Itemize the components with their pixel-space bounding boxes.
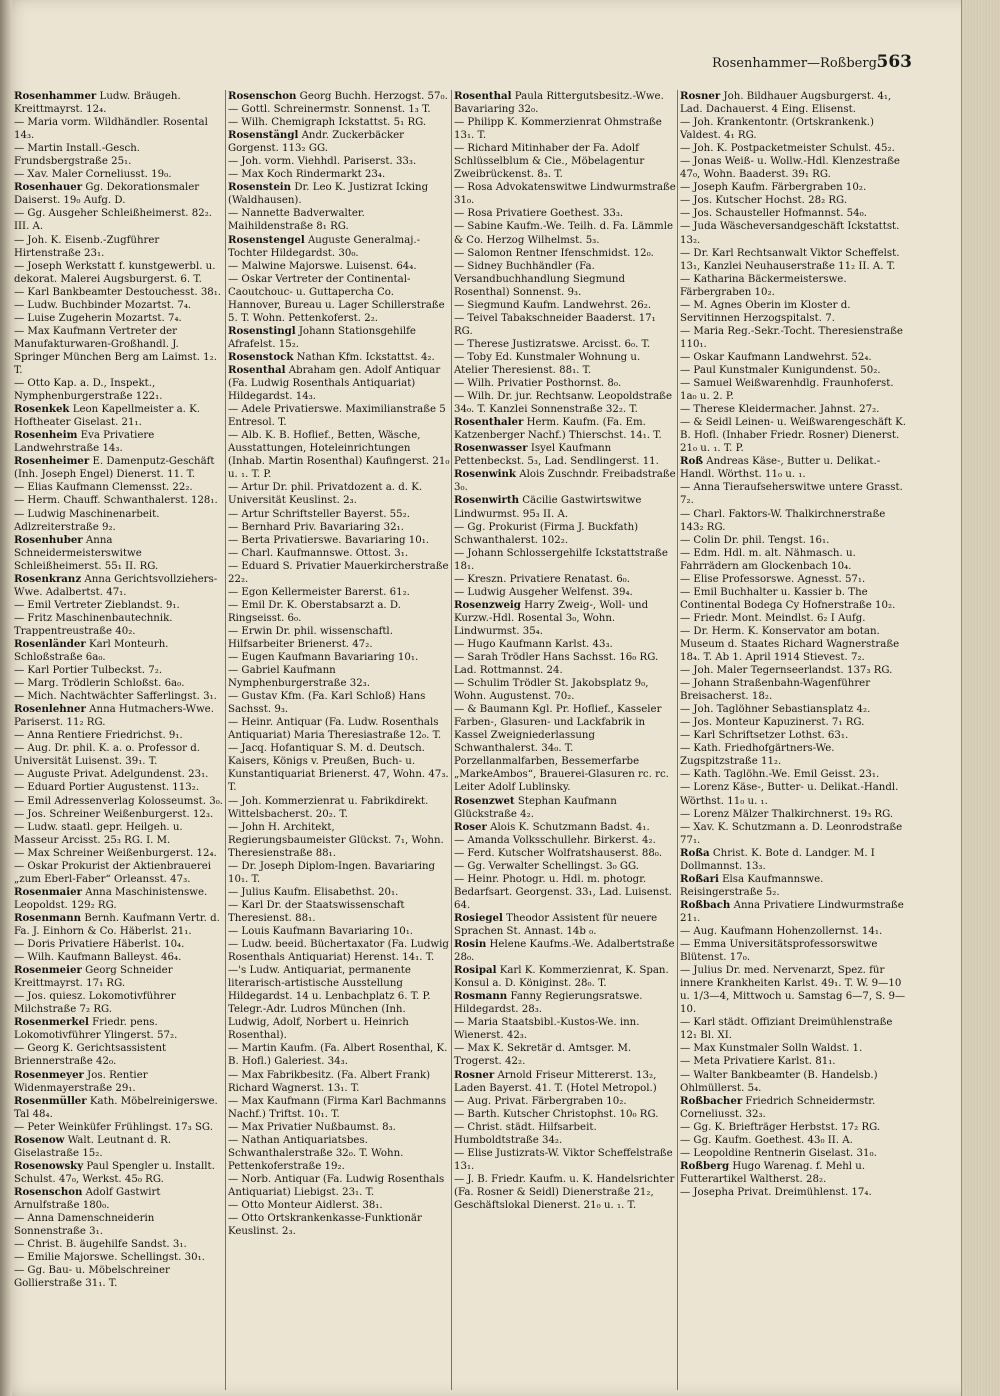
directory-entry: Roßbach Anna Privatiere Lindwurmstraße 21₁. [680, 898, 904, 924]
directory-entry: — Siegmund Kaufm. Landwehrst. 26₂. [454, 299, 652, 311]
directory-entry: — Mich. Nachtwächter Safferlingst. 3₁. [14, 691, 217, 703]
directory-entry: — Emma Universitätsprofessorswitwe Blütenst. 17₀. [680, 939, 878, 964]
directory-entry: — Kath. Friedhofgärtners-We. Zugspitzstraße 11₂. [680, 743, 835, 768]
directory-entry: Rosenlehner Anna Hutmachers-Wwe. Pariserst. 11₂ RG. [14, 703, 214, 729]
directory-entry: Rosenthal Abraham gen. Adolf Antiquar (Fa. Ludwig Rosenthals Antiquariat) Hildegardst. 14₃. [228, 363, 441, 403]
directory-entry: — Amanda Volksschullehr. Birkerst. 4₂. [454, 834, 656, 846]
directory-entry: — Christ. städt. Hilfsarbeit. Humboldtstraße 34₂. [454, 1121, 597, 1146]
directory-entry: — Erwin Dr. phil. wissenschaftl. Hilfsarbeiter Brienerst. 47₂. [228, 625, 393, 650]
directory-entry: — Martin Install.-Gesch. Frundsbergstraße 25₁. [14, 143, 141, 168]
directory-entry: — Sabine Kaufm.-We. Teilh. d. Fa. Lämmle & Co. Herzog Wilhelmst. 5₃. [454, 221, 673, 246]
directory-entry: — Schulim Trödler St. Jakobsplatz 9₀, Wohn. Augustenst. 70₂. [454, 678, 649, 703]
directory-entry: Roßberg Hugo Warenag. f. Mehl u. Futterartikel Waltherst. 28₂. [680, 1159, 866, 1185]
directory-entry: — Therese Kleidermacher. Jahnst. 27₂. [680, 404, 880, 416]
directory-entry: — Max Privatier Nußbaumst. 8₃. [228, 1121, 396, 1133]
directory-entry: — Marg. Trödlerin Schloßst. 6a₀. [14, 678, 185, 690]
directory-entry: — Karl Schriftsetzer Lothst. 63₁. [680, 730, 849, 742]
directory-entry: — Josepha Privat. Dreimühlenst. 17₄. [680, 1186, 872, 1198]
column-3 [454, 90, 676, 1390]
directory-entry: — Eduard S. Privatier Mauerkircherstraße 22₂. [228, 560, 449, 585]
directory-entry: — Richard Mitinhaber der Fa. Adolf Schlüsselblum & Cie., Möbelagentur Zweibrückenst. 8₃. T. [454, 143, 645, 181]
directory-entry: — Rosa Privatiere Goethest. 33₃. [454, 208, 624, 220]
directory-entry: — Colin Dr. phil. Tengst. 16₁. [680, 534, 830, 546]
directory-entry: Rosner Joh. Bildhauer Augsburgerst. 4₁, Lad. Dachauerst. 4 Eing. Elisenst. [680, 90, 892, 116]
directory-entry: Rosner Arnold Friseur Mittererst. 13₂, Laden Bayerst. 41. T. (Hotel Metropol.) [454, 1068, 657, 1094]
directory-entry: — Sidney Buchhändler (Fa. Versandbuchhandlung Siegmund Rosenthal) Sonnenst. 9₃. [454, 260, 626, 298]
directory-entry: — Jos. Kutscher Hochst. 28₂ RG. [680, 195, 848, 207]
directory-entry: — Fritz Maschinenbautechnik. Trappentreustraße 40₂. [14, 612, 173, 637]
directory-entry: — Max Kunstmaler Solln Waldst. 1. [680, 1043, 863, 1055]
running-head: Rosenhammer—Roßberg. [712, 56, 882, 71]
directory-entry: Rosiegel Theodor Assistent für neuere Sprachen St. Annast. 14b ₀. [454, 911, 658, 937]
directory-entry: — Heinr. Antiquar (Fa. Ludw. Rosenthals Antiquariat) Maria Theresiastraße 12₀. T. [228, 717, 442, 742]
directory-entry: — Karl Portier Tulbeckst. 7₂. [14, 665, 163, 677]
directory-entry: — Otto Kap. a. D., Inspekt., Nymphenburgerstraße 122₁. [14, 378, 163, 403]
directory-entry: — Anna Damenschneiderin Sonnenstraße 3₁. [14, 1213, 155, 1238]
directory-entry: Rosenhauer Gg. Dekorationsmaler Daiserst. 19₀ Aufg. D. [14, 181, 200, 207]
directory-entry: — Max Fabrikbesitz. (Fa. Albert Frank) Richard Wagnerst. 13₁. T. [228, 1069, 431, 1094]
directory-entry: Rosenschon Georg Buchh. Herzogst. 57₀. [228, 90, 448, 102]
directory-entry: — Jos. Schausteller Hofmannst. 54₀. [680, 208, 867, 220]
directory-entry: — Elias Kaufmann Clemensst. 22₂. [14, 482, 193, 494]
directory-entry: — Charl. Kaufmannswe. Ottost. 3₁. [228, 547, 409, 559]
directory-entry: — Katharina Bäckermeisterswe. Färbergraben 10₂. [680, 273, 847, 298]
directory-entry: — Anna Rentiere Friedrichst. 9₁. [14, 730, 183, 742]
directory-entry: — Jos. Monteur Kapuzinerst. 7₁ RG. [680, 717, 865, 729]
directory-entry: — Maria Reg.-Sekr.-Tocht. Theresienstraße 110₁. [680, 325, 903, 350]
directory-entry: — Joseph Kaufm. Färbergraben 10₂. [680, 182, 867, 194]
directory-entry: — Otto Ortskrankenkasse-Funktionär Keuslinst. 2₃. [228, 1213, 422, 1238]
directory-entry: — Luise Zugeherin Mozartst. 7₄. [14, 312, 182, 324]
directory-entry: — Joh. K. Eisenb.-Zugführer Hirtenstraße 23₁. [14, 234, 160, 259]
directory-entry: — Kreszn. Privatiere Renatast. 6₀. [454, 573, 631, 585]
directory-entry: — Nathan Antiquariatsbes. Schwanthalerstraße 32₀. T. Wohn. Pettenkoferstraße 19₂. [228, 1134, 404, 1172]
directory-entry: — Lorenz Käse-, Butter- u. Delikat.-Handl. Wörthst. 11₀ u. ₁. [680, 782, 899, 807]
directory-entry: — Martin Kaufm. (Fa. Albert Rosenthal, K. B. Hofl.) Galeriest. 34₃. [228, 1043, 448, 1068]
directory-entry: Rosenkek Leon Kapellmeister a. K. Hoftheater Giselast. 21₁. [14, 403, 201, 429]
directory-entry: — Maria vorm. Wildhändler. Rosental 14₃. [14, 117, 208, 142]
directory-entry: — Xav. Maler Corneliusst. 19₀. [14, 169, 172, 181]
directory-entry: — Artur Dr. phil. Privatdozent a. d. K. Universität Keuslinst. 2₃. [228, 482, 423, 507]
directory-entry: — Sarah Trödler Hans Sachsst. 16₀ RG. Lad. Rottmannst. 24. [454, 652, 659, 677]
directory-entry: — Otto Monteur Aidlerst. 38₁. [228, 1199, 383, 1211]
directory-entry: — Joh. Krankentontr. (Ortskrankenk.) Valdest. 4₁ RG. [680, 117, 875, 142]
directory-entry: — Gg. Bau- u. Möbelschreiner Gollierstraße 31₁. T. [14, 1265, 170, 1290]
directory-entry: — Meta Privatiere Karlst. 81₁. [680, 1056, 836, 1068]
directory-entry: — Walter Bankbeamter (B. Handelsb.) Ohlmüllerst. 5₄. [680, 1069, 878, 1094]
page-header [712, 52, 912, 78]
directory-entry: — Barth. Kutscher Christophst. 10₀ RG. [454, 1108, 659, 1120]
directory-entry: Rosenländer Karl Monteurh. Schloßstraße 6a₀. [14, 637, 169, 664]
directory-entry: Roß Andreas Käse-, Butter u. Delikat.-Handl. Wörthst. 11₀ u. ₁. [680, 455, 881, 481]
directory-entry: — Egon Kellermeister Barerst. 61₂. [228, 586, 410, 598]
directory-entry: — J. B. Friedr. Kaufm. u. K. Handelsrichter (Fa. Rosner & Seidl) Dienerstraße 21₂, Geschäftslokal Dienerst. 21₀ u. ₁. T. [454, 1173, 675, 1211]
directory-entry: Rosenzweig Harry Zweig-, Woll- und Kurzw.-Hdl. Rosental 3₀, Wohn. Lindwurmst. 35₄. [454, 598, 649, 637]
directory-entry: — Joh. vorm. Viehhdl. Pariserst. 33₃. [228, 156, 417, 168]
directory-entry: — Louis Kaufmann Bavariaring 10₁. [228, 926, 414, 937]
directory-entry: — Karl Bankbeamter Destouchesst. 38₁. [14, 286, 222, 298]
directory-entry: — Doris Privatiere Häberlst. 10₄. [14, 939, 185, 951]
directory-entry: — Artur Schriftsteller Bayerst. 55₂. [228, 508, 410, 520]
binding-gutter [0, 0, 12, 1396]
directory-entry: — Ludwig Ausgeher Welfenst. 39₄. [454, 586, 633, 598]
directory-entry: — Rosa Advokatenswitwe Lindwurmstraße 31₀. [454, 182, 676, 207]
directory-entry: — Herm. Chauff. Schwanthalerst. 128₁. [14, 495, 218, 507]
directory-entry: — Julius Dr. med. Nervenarzt, Spez. für innere Krankheiten Karlst. 49₁. T. W. 9—10 u. 1/3—4, Mittwoch u. Samstag 6—7, S. 9—10. [680, 965, 906, 1016]
directory-entry: — Gg. Ausgeher Schleißheimerst. 82₂. III. A. [14, 208, 213, 233]
directory-entry: Rosenowsky Paul Spengler u. Installt. Schulst. 47₀, Werkst. 45₀ RG. [14, 1159, 215, 1185]
directory-entry: — Jos. quiesz. Lokomotivführer Milchstraße 7₂ RG. [14, 991, 176, 1016]
column-4 [680, 90, 906, 1390]
directory-entry: — Johann Straßenbahn-Wagenführer Breisacherst. 18₂. [680, 678, 871, 703]
directory-entry: — Norb. Antiquar (Fa. Ludwig Rosenthals Antiquariat) Liebigst. 23₁. T. [228, 1173, 445, 1198]
page-number: 563 [876, 52, 912, 72]
directory-entry: — Dr. Karl Rechtsanwalt Viktor Scheffelst. 13₁, Kanzlei Neuhauserstraße 11₂ II. A. T. [680, 247, 900, 272]
directory-entry: Rosenzwet Stephan Kaufmann Glückstraße 4₂. [454, 794, 617, 820]
column-2 [228, 90, 450, 1390]
directory-entry: — Bernhard Priv. Bavariaring 32₁. [228, 521, 404, 533]
directory-entry: — M. Agnes Oberin im Kloster d. Servitinnen Herzogspitalst. 7. [680, 299, 851, 324]
directory-entry: Rosenstein Dr. Leo K. Justizrat Icking (Waldhausen). [228, 181, 429, 207]
directory-entry: Rosipal Karl K. Kommerzienrat, K. Span. Konsul a. D. Königinst. 28₀. T. [454, 964, 669, 990]
directory-entry: — Aug. Kaufmann Hohenzollernst. 14₁. [680, 926, 883, 937]
directory-entry: Rosenmerkel Friedr. pens. Lokomotivführer Ylingerst. 57₂. [14, 1016, 178, 1042]
directory-entry: — Max K. Sekretär d. Amtsger. M. Trogerst. 42₂. [454, 1043, 632, 1068]
directory-entry: — Edm. Hdl. m. alt. Nähmasch. u. Fahrrädern am Glockenbach 10₄. [680, 547, 856, 572]
directory-entry: — Oskar Prokurist der Aktienbrauerei „zum Eberl-Faber“ Orleansst. 47₃. [14, 860, 211, 885]
column-divider [225, 90, 226, 1390]
directory-entry: — Eugen Kaufmann Bavariaring 10₁. [228, 652, 419, 664]
directory-entry: — Joh. Maler Tegernseerlandst. 137₃ RG. [680, 665, 893, 677]
directory-entry: Roser Alois K. Schutzmann Badst. 4₁. [454, 820, 650, 833]
column-divider [677, 90, 678, 1390]
page-stack-edge [961, 0, 1000, 1396]
directory-entry: — Gottl. Schreinermstr. Sonnenst. 1₃ T. [228, 104, 431, 116]
directory-entry: — Max Koch Rindermarkt 23₄. [228, 169, 386, 181]
directory-entry: — Joh. Kommerzienrat u. Fabrikdirekt. Wittelsbacherst. 20₂. T. [228, 795, 429, 820]
directory-entry: Rosenwink Alois Zuschndr. Freibadstraße 3₀. [454, 468, 676, 494]
directory-entry: — Paul Kunstmaler Kunigundenst. 50₂. [680, 364, 881, 376]
directory-entry: — Eduard Portier Augustenst. 113₂. [14, 782, 200, 794]
directory-entry: — Alb. K. B. Hoflief., Betten, Wäsche, Ausstattungen, Hoteleinrichtungen (Inhab. Martin Rosenthal) Kaufingerst. 21₀ u. ₁. T. P. [228, 430, 450, 481]
directory-entry: — Wilh. Chemigraph Ickstattst. 5₁ RG. [228, 117, 427, 129]
directory-entry: — Johann Schlossergehilfe Ickstattstraße 18₁. [454, 547, 668, 572]
directory-entry: Rosenmüller Kath. Möbelreinigerswe. Tal 48₄. [14, 1094, 218, 1120]
directory-entry: Rosenhammer Ludw. Bräugeh. Kreittmayrst. 12₄. [14, 90, 181, 116]
directory-entry: — Emil Vertreter Zieblandst. 9₁. [14, 599, 180, 611]
directory-entry: Rosenow Walt. Leutnant d. R. Giselastraße 15₂. [14, 1133, 172, 1159]
directory-entry: — Emilie Majorswe. Schellingst. 30₁. [14, 1252, 205, 1264]
directory-entry: Rosenhuber Anna Schneidermeisterswitwe Schleißheimerst. 55₁ II. RG. [14, 533, 159, 572]
directory-entry: Rosenthaler Herm. Kaufm. (Fa. Em. Katzenberger Nachf.) Thierschst. 14₁. T. [454, 416, 662, 442]
directory-entry: — Max Schreiner Weißenburgerst. 12₄. [14, 847, 217, 859]
directory-entry: Rosenstengel Auguste Generalmaj.-Tochter Hildegardst. 30₀. [228, 233, 421, 259]
directory-entry: — Peter Weinküfer Frühlingst. 17₃ SG. [14, 1121, 213, 1133]
directory-entry: — Oskar Vertreter der Continental-Caoutchouc- u. Guttapercha Co. Hannover, Bureau u. Lager Schillerstraße 5. T. Wohn. Pettenkoferst. 2₂. [228, 273, 445, 324]
directory-entry: Rosenmaier Anna Maschinistenswe. Leopoldst. 129₂ RG. [14, 885, 208, 911]
directory-entry: — Max Kaufmann Vertreter der Manufakturwaren-Großhandl. J. Springer München Berg am Laimst. 1₂. T. [14, 325, 217, 376]
directory-entry: — Gabriel Kaufmann Nymphenburgerstraße 32₃. [228, 665, 370, 690]
directory-entry: — Xav. K. Schutzmann a. D. Leonrodstraße 77₁. [680, 821, 903, 846]
directory-entry: — Malwine Majorswe. Luisenst. 64₄. [228, 260, 417, 272]
directory-entry: — Gg. K. Briefträger Herbstst. 17₂ RG. [680, 1121, 881, 1133]
directory-entry: Rosenstängl Andr. Zuckerbäcker Gorgenst. 113₂ GG. [228, 129, 405, 155]
directory-entry: Rosenstingl Johann Stationsgehilfe Afrafelst. 15₂. [228, 324, 416, 350]
directory-entry: — Philipp K. Kommerzienrat Ohmstraße 13₁. T. [454, 117, 662, 142]
directory-entry: — Berta Privatierswe. Bavariaring 10₁. [228, 534, 430, 546]
directory-entry: — Emil Dr. K. Oberstabsarzt a. D. Ringseisst. 6₀. [228, 599, 401, 624]
directory-entry: — Joseph Werkstatt f. kunstgewerbl. u. dekorat. Malerei Augsburgerst. 6. T. [14, 260, 216, 285]
directory-entry: Rosenkranz Anna Gerichtsvollziehers-Wwe. Adalbertst. 47₁. [14, 572, 218, 598]
directory-entry: — Auguste Privat. Adelgundenst. 23₁. [14, 769, 209, 781]
directory-entry: — Ludw. Buchbinder Mozartst. 7₄. [14, 299, 192, 311]
directory-entry: — Friedr. Mont. Meindlst. 6₂ I Aufg. [680, 612, 866, 624]
directory-entry: — Ludw. staatl. gepr. Heilgeh. u. Masseur Arcisst. 25₃ RG. I. M. [14, 821, 183, 846]
directory-entry: — Joh. Taglöhner Sebastiansplatz 4₂. [680, 704, 871, 716]
directory-entry: — & Baumann Kgl. Pr. Hoflief., Kasseler Farben-, Glasuren- und Lackfabrik in Kassel Zweigniederlassung Schwanthalerst. 34₀. T. Porzellanmalfarben, Bessemerfarbe „MarkeAmbos“, Brauerei-Glasuren rc. rc. Leiter Adolf Lublinsky. [454, 704, 669, 794]
directory-entry: —'s Ludw. Antiquariat, permanente literarisch-artistische Ausstellung Hildegardst. 14 u. Lenbachplatz 6. T. P. Telegr.-Adr. Ludros München (Inh. Ludwig, Adolf, Norbert u. Heinrich Rosenthal). [228, 965, 431, 1042]
directory-entry: — Samuel Weißwarenhdlg. Fraunhoferst. 1a₀ u. 2. P. [680, 378, 894, 403]
directory-entry: — Anna Tieraufseherswitwe untere Grasst. 7₂. [680, 482, 903, 507]
directory-entry: — Juda Wäscheversandgeschäft Ickstattst. 13₂. [680, 221, 900, 246]
directory-entry: Rosenmeyer Jos. Rentier Widenmayerstraße 29₁. [14, 1068, 148, 1094]
directory-entry: Roßa Christ. K. Bote d. Landger. M. I Dollmannst. 13₃. [680, 846, 875, 872]
directory-entry: Rosenstock Nathan Kfm. Ickstattst. 4₂. [228, 350, 435, 363]
directory-entry: Rosenschon Adolf Gastwirt Arnulfstraße 180₀. [14, 1185, 161, 1211]
directory-entry: — Gg. Prokurist (Firma J. Buckfath) Schwanthalerst. 102₂. [454, 521, 639, 546]
directory-entry: — Jonas Weiß- u. Wollw.-Hdl. Klenzestraße 47₀, Wohn. Baaderst. 39₁ RG. [680, 156, 900, 181]
directory-entry: — Joh. K. Postpacketmeister Schulst. 45₂. [680, 143, 895, 155]
directory-entry: Rosenwirth Cäcilie Gastwirtswitwe Lindwurmst. 95₃ II. A. [454, 494, 642, 520]
directory-entry: Roßari Elsa Kaufmannswe. Reisingerstraße 5₂. [680, 872, 824, 898]
directory-entry: — Gustav Kfm. (Fa. Karl Schloß) Hans Sachsst. 9₃. [228, 691, 426, 716]
directory-entry: Roßbacher Friedrich Schneidermstr. Corneliusst. 32₃. [680, 1094, 876, 1120]
directory-entry: — Gg. Kaufm. Goethest. 43₀ II. A. [680, 1134, 853, 1146]
directory-entry: — Therese Justizratswe. Arcisst. 6₀. T. [454, 338, 651, 350]
directory-entry: — Karl Dr. der Staatswissenschaft Theresienst. 88₁. [228, 899, 405, 924]
directory-entry: — Gg. Verwalter Schellingst. 3₀ GG. [454, 860, 640, 872]
directory-entry: — Max Kaufmann (Firma Karl Bachmanns Nachf.) Triftst. 10₁. T. [228, 1095, 447, 1120]
directory-entry: — Salomon Rentner Ifenschmidst. 12₀. [454, 247, 654, 259]
directory-entry: — Lorenz Mälzer Thalkirchnerst. 19₃ RG. [680, 808, 894, 820]
directory-entry: Rosmann Fanny Regierungsratswe. Hildegardst. 28₃. [454, 990, 643, 1016]
column-divider [451, 90, 452, 1390]
directory-entry: — Aug. Dr. phil. K. a. o. Professor d. Universität Luisenst. 39₁. T. [14, 743, 200, 768]
directory-entry: — Heinr. Photogr. u. Hdl. m. photogr. Bedarfsart. Georgenst. 33₁, Lad. Luisenst. 64. [454, 873, 672, 911]
directory-entry: Rosenmann Bernh. Kaufmann Vertr. d. Fa. J. Einhorn & Co. Häberlst. 21₁. [14, 911, 220, 937]
directory-entry: — Ludw. beeid. Büchertaxator (Fa. Ludwig Rosenthals Antiquariat) Herenst. 14₁. T. [228, 939, 449, 964]
directory-entry: — Dr. Joseph Diplom-Ingen. Bavariaring 10₁. T. [228, 860, 436, 885]
directory-entry: — Oskar Kaufmann Landwehrst. 52₄. [680, 351, 872, 363]
directory-entry: — Karl städt. Offiziant Dreimühlenstraße 12₁ Bl. XI. [680, 1017, 893, 1042]
directory-entry: — Hugo Kaufmann Karlst. 43₃. [454, 638, 613, 650]
directory-entry: Rosenwasser Isyel Kaufmann Pettenbeckst. 5₃, Lad. Sendlingerst. 11. [454, 442, 659, 468]
directory-entry: Rosenheimer E. Damenputz-Geschäft (Inh. Joseph Engel) Dienerst. 11. T. [14, 455, 215, 481]
directory-entry: — Dr. Herm. K. Konservator am botan. Museum d. Staates Richard Wagnerstraße 18₄. T. Ab 1. April 1914 Stievest. 7₂. [680, 625, 900, 664]
directory-entry: Rosenthal Paula Rittergutsbesitz.-Wwe. Bavariaring 32₀. [454, 90, 664, 116]
directory-entry: — Christ. B. äugehilfe Sandst. 3₁. [14, 1239, 187, 1251]
directory-entry: Rosin Helene Kaufms.-We. Adalbertstraße 28₀. [454, 938, 675, 964]
directory-entry: Rosenmeier Georg Schneider Kreittmayrst. 17₁ RG. [14, 964, 173, 990]
directory-entry: — & Seidl Leinen- u. Weißwarengeschäft K. B. Hofl. (Inhaber Friedr. Rosner) Dienerst. 21₀ u. ₁. T. P. [680, 417, 906, 455]
directory-entry: — Toby Ed. Kunstmaler Wohnung u. Atelier Theresienst. 88₁. T. [454, 351, 641, 376]
directory-entry: — Emil Adressenverlag Kolosseumst. 3₀. [14, 795, 224, 807]
directory-entry: — Elise Professorswe. Agnesst. 57₁. [680, 573, 866, 585]
directory-entry: — Charl. Faktors-W. Thalkirchnerstraße 143₂ RG. [680, 508, 886, 533]
directory-entry: — John H. Architekt, Regierungsbaumeister Glückst. 7₁, Wohn. Theresienstraße 88₁. [228, 821, 444, 859]
directory-entry: Rosenheim Eva Privatiere Landwehrstraße 14₃. [14, 429, 155, 455]
directory-entry: — Elise Justizrats-W. Viktor Scheffelstraße 13₁. [454, 1147, 673, 1172]
column-1 [14, 90, 224, 1390]
directory-entry: — Emil Buchhalter u. Kassier b. The Continental Bodega Cy Hofnerstraße 10₂. [680, 586, 896, 611]
directory-entry: — Leopoldine Rentnerin Giselast. 31₀. [680, 1147, 877, 1159]
directory-entry: — Julius Kaufm. Elisabethst. 20₁. [228, 886, 399, 898]
directory-entry: — Wilh. Privatier Posthornst. 8₀. [454, 378, 622, 390]
directory-entry: — Aug. Privat. Färbergraben 10₂. [454, 1095, 627, 1107]
directory-entry: — Wilh. Dr. jur. Rechtsanw. Leopoldstraße 34₀. T. Kanzlei Sonnenstraße 32₂. T. [454, 391, 672, 416]
directory-entry: — Ludwig Maschinenarbeit. Adlzreiterstraße 9₂. [14, 508, 160, 533]
directory-entry: — Adele Privatierswe. Maximilianstraße 5 Entresol. T. [228, 404, 446, 429]
directory-entry: — Georg K. Gerichtsassistent Briennerstraße 42₀. [14, 1043, 167, 1068]
directory-entry: — Jacq. Hofantiquar S. M. d. Deutsch. Kaisers, Königs v. Preußen, Buch- u. Kunstantiquariat Brienerst. 47, Wohn. 47₃. T. [228, 743, 449, 794]
directory-entry: — Kath. Taglöhn.-We. Emil Geisst. 23₁. [680, 769, 880, 781]
directory-entry: — Wilh. Kaufmann Balleyst. 46₄. [14, 952, 182, 964]
directory-entry: — Maria Staatsbibl.-Kustos-We. inn. Wienerst. 42₃. [454, 1017, 640, 1042]
directory-entry: — Jos. Schreiner Weißenburgerst. 12₃. [14, 808, 214, 820]
directory-entry: — Nannette Badverwalter. Maihildenstraße 8₁ RG. [228, 208, 365, 233]
directory-entry: — Ferd. Kutscher Wolfratshauserst. 88₀. [454, 847, 663, 859]
directory-entry: — Teivel Tabakschneider Baaderst. 17₁ RG. [454, 312, 656, 337]
